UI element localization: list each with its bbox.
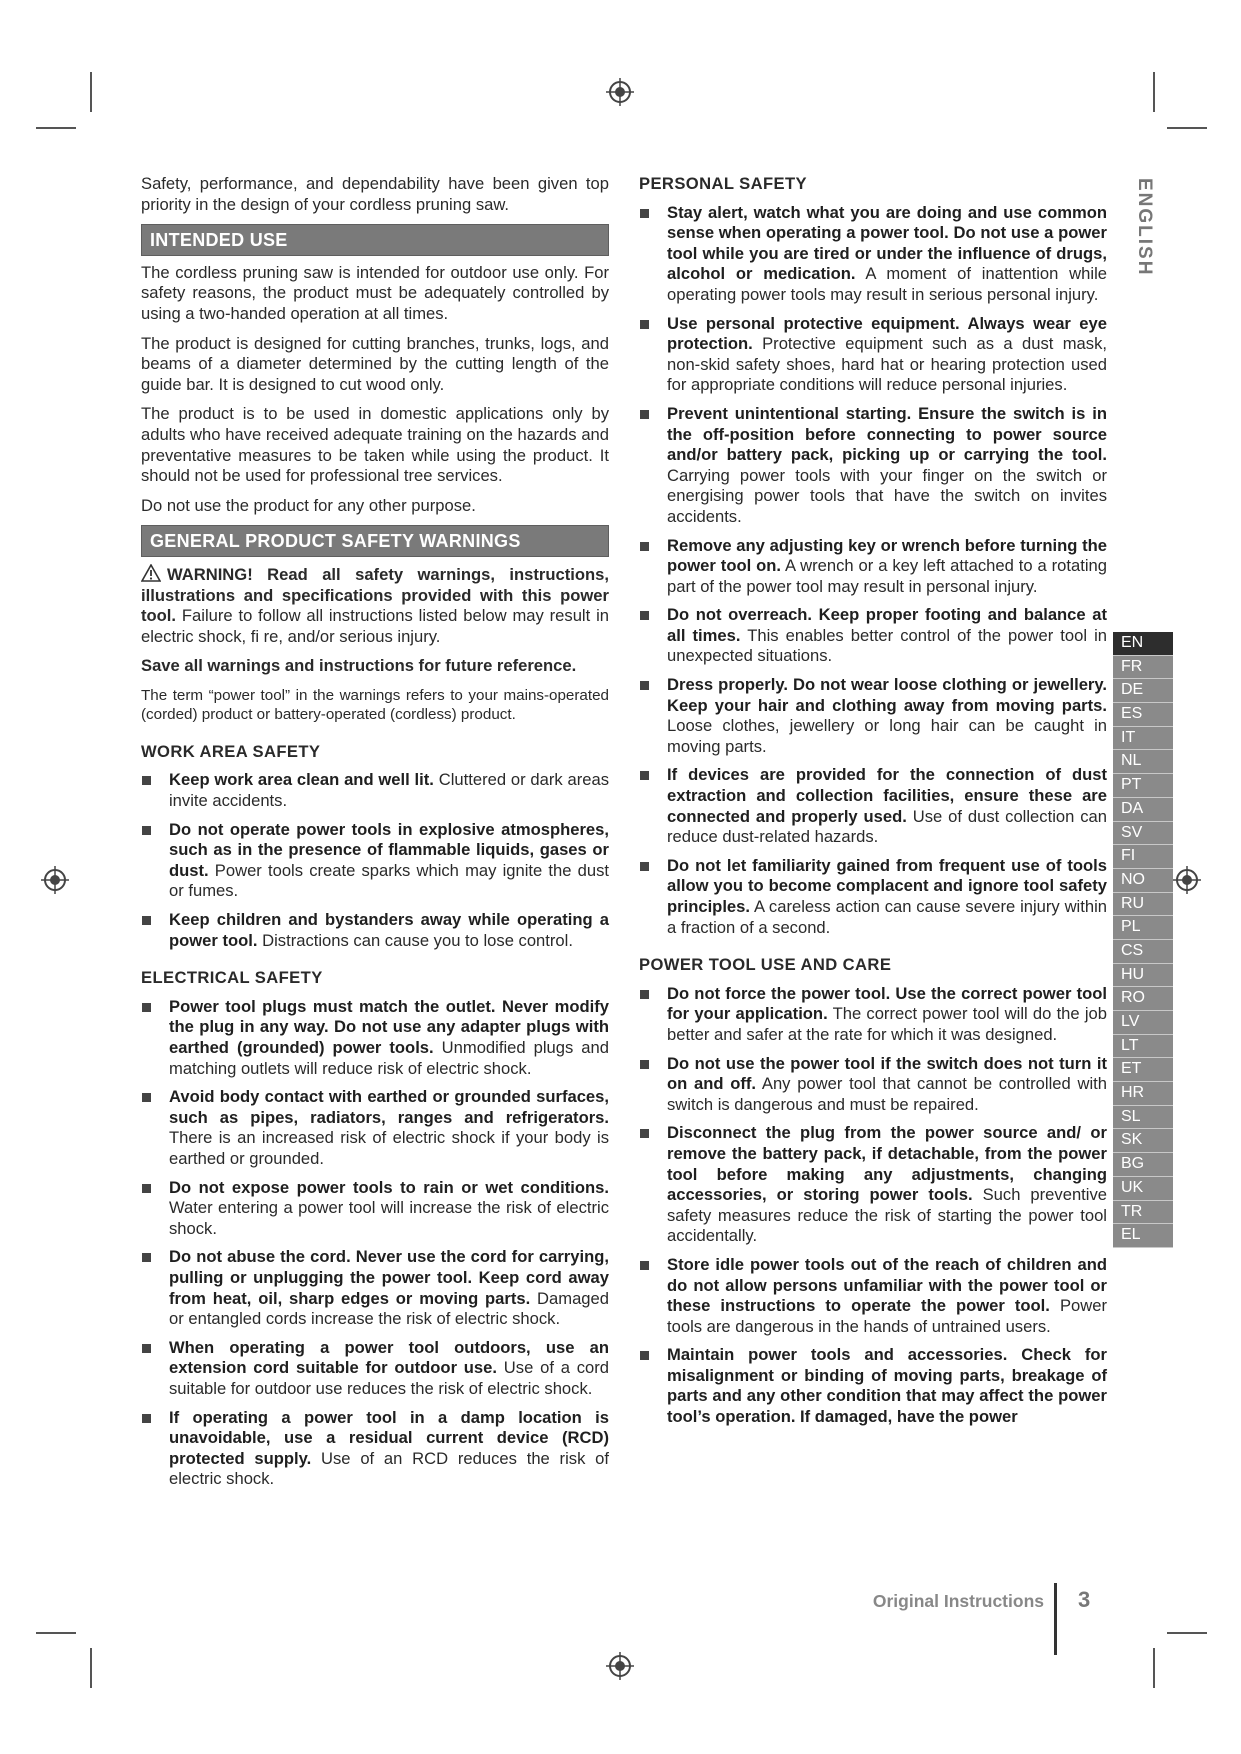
language-tab-sk[interactable]: SK: [1113, 1129, 1173, 1153]
language-tab-ru[interactable]: RU: [1113, 893, 1173, 917]
language-tab-tr[interactable]: TR: [1113, 1201, 1173, 1225]
item-text: Use of a cord suitable for outdoor use reduces the risk of electric shock.: [169, 1358, 609, 1398]
list-item: [639, 404, 1107, 528]
item-text: Power tools are dangerous in the hands of untrained users.: [667, 1296, 1107, 1336]
personal-safety-heading: PERSONAL SAFETY: [639, 174, 807, 193]
item-text: Water entering a power tool will increase the risk of electric shock.: [169, 1198, 609, 1238]
bullet-icon: [142, 776, 151, 785]
list-item: [639, 675, 1107, 757]
warning-triangle-icon: [141, 564, 161, 582]
bullet-icon: [142, 1344, 151, 1353]
language-tab-bg[interactable]: BG: [1113, 1153, 1173, 1177]
language-tab-no[interactable]: NO: [1113, 869, 1173, 893]
intended-use-paragraph: The product is designed for cutting branches, trunks, logs, and beams of a diameter determined by the cutting length of the guide bar. It is designed to cut wood only.: [141, 333, 609, 394]
crop-mark: [1153, 1648, 1155, 1688]
item-bold: Do not use the power tool if the switch does not turn it on and off.: [667, 1053, 1107, 1094]
bullet-icon: [640, 320, 649, 329]
item-text: Unmodified plugs and matching outlets will reduce risk of electric shock.: [169, 1038, 609, 1078]
language-tab-it[interactable]: IT: [1113, 727, 1173, 751]
footer-text: Original Instructions: [872, 1591, 1044, 1611]
list-item: [141, 820, 609, 902]
item-text: The correct power tool will do the job better and safer at the rate for which it was designed.: [667, 1004, 1107, 1044]
list-item: [141, 1247, 609, 1329]
item-bold: Avoid body contact with earthed or grounded surfaces, such as pipes, radiators, ranges and refrigerators.: [169, 1087, 609, 1127]
list-item: [639, 765, 1107, 847]
list-item: [141, 1178, 609, 1240]
language-tabs: [1113, 632, 1173, 1248]
item-text: Distractions can cause you to lose control.: [262, 930, 573, 950]
list-item: [141, 1338, 609, 1400]
item-text: There is an increased risk of electric shock if your body is earthed or grounded.: [169, 1128, 609, 1168]
intro-text: Safety, performance, and dependability have been given top priority in the design of your cordless pruning saw.: [141, 174, 609, 214]
list-item: [141, 997, 609, 1079]
bullet-icon: [640, 1129, 649, 1138]
bullet-icon: [142, 1253, 151, 1262]
language-tab-lt[interactable]: LT: [1113, 1035, 1173, 1059]
item-text: Use of an RCD reduces the risk of electric shock.: [169, 1448, 609, 1489]
bullet-icon: [142, 916, 151, 925]
crop-mark: [90, 72, 92, 112]
item-text: Power tools create sparks which may ignite the dust or fumes.: [169, 860, 609, 901]
intended-use-paragraph: The cordless pruning saw is intended for outdoor use only. For safety reasons, the product must be adequately controlled by using a two-handed operation at all times.: [141, 262, 609, 323]
list-item: [141, 910, 609, 951]
electrical-heading: ELECTRICAL SAFETY: [141, 968, 323, 988]
item-bold: Do not abuse the cord. Never use the cord for carrying, pulling or unplugging the power tool. Keep cord away from heat, oil, sharp edges or moving parts.: [169, 1247, 609, 1308]
warning-bold: WARNING! Read all safety warnings, instructions, illustrations and specifications provided with this power tool.: [141, 564, 609, 626]
list-item: [639, 536, 1107, 598]
registration-mark-icon: [41, 866, 69, 894]
language-tab-sv[interactable]: SV: [1113, 822, 1173, 846]
item-bold: When operating a power tool outdoors, use an extension cord suitable for outdoor use.: [169, 1337, 609, 1378]
bullet-icon: [640, 771, 649, 780]
term-note: The term “power tool” in the warnings refers to your mains-operated (corded) product or battery-operated (cordless) product.: [141, 686, 609, 724]
item-text: Such preventive safety measures reduce the risk of starting the power tool accidentally.: [667, 1185, 1107, 1246]
list-item: [639, 856, 1107, 938]
crop-mark: [36, 127, 76, 129]
item-text: A moment of inattention while operating power tools may result in serious personal injury.: [667, 264, 1107, 304]
language-tab-da[interactable]: DA: [1113, 798, 1173, 822]
registration-mark-icon: [606, 1652, 634, 1680]
item-text: Damaged or entangled cords increase the risk of electric shock.: [169, 1288, 609, 1329]
language-tab-es[interactable]: ES: [1113, 703, 1173, 727]
intended-use-paragraph: The product is to be used in domestic applications only by adults who have received adequate training on the hazards and preventative measures to be taken while using the product. It should not be used for professional tree services.: [141, 404, 609, 486]
item-text: Protective equipment such as a dust mask, non-skid safety shoes, hard hat or hearing protection used for appropriate conditions will reduce personal injuries.: [667, 334, 1107, 395]
intended-use-heading: INTENDED USE: [141, 224, 609, 256]
list-item: [639, 984, 1107, 1046]
list-item: [639, 1054, 1107, 1116]
list-item: [639, 605, 1107, 667]
item-text: Carrying power tools with your finger on the switch or energising power tools that have the switch on invites accidents.: [667, 465, 1107, 526]
bullet-icon: [640, 1351, 649, 1360]
list-item: [141, 770, 609, 811]
item-text: A wrench or a key left attached to a rotating part of the power tool may result in personal injury.: [667, 556, 1107, 596]
language-tab-hu[interactable]: HU: [1113, 964, 1173, 988]
language-tab-de[interactable]: DE: [1113, 679, 1173, 703]
item-text: Cluttered or dark areas invite accidents.: [169, 770, 609, 811]
item-bold: If operating a power tool in a damp location is unavoidable, use a residual current device (RCD) protected supply.: [169, 1407, 609, 1468]
list-item: [639, 314, 1107, 396]
bullet-icon: [640, 1060, 649, 1069]
language-tab-el[interactable]: EL: [1113, 1224, 1173, 1248]
crop-mark: [1167, 1632, 1207, 1634]
item-bold: Use personal protective equipment. Always wear eye protection.: [667, 313, 1107, 354]
item-bold: Remove any adjusting key or wrench before turning the power tool on.: [667, 535, 1107, 576]
item-bold: Stay alert, watch what you are doing and use common sense when operating a power tool. Do not use a power tool while you are tired or under the influence of drugs, alcohol or medication.: [667, 202, 1107, 284]
right-column: [639, 174, 1107, 1436]
warning-rest: Failure to follow all instructions listed below may result in electric shock, fi re, and/or serious injury.: [141, 606, 609, 646]
left-column: [141, 174, 609, 1498]
bullet-icon: [640, 209, 649, 218]
crop-mark: [90, 1648, 92, 1688]
intended-use-paragraph: Do not use the product for any other purpose.: [141, 495, 476, 515]
item-bold: Store idle power tools out of the reach of children and do not allow persons unfamiliar with the power tool or these instructions to operate the power tool.: [667, 1254, 1107, 1316]
item-bold: Do not let familiarity gained from frequent use of tools allow you to become complacent and ignore tool safety principles.: [667, 855, 1107, 916]
language-tab-ro[interactable]: RO: [1113, 987, 1173, 1011]
language-tab-pl[interactable]: PL: [1113, 916, 1173, 940]
bullet-icon: [640, 410, 649, 419]
power-tool-heading: POWER TOOL USE AND CARE: [639, 955, 892, 975]
bullet-icon: [142, 1414, 151, 1423]
language-tab-cs[interactable]: CS: [1113, 940, 1173, 964]
registration-mark-icon: [1173, 866, 1201, 894]
crop-mark: [36, 1632, 76, 1634]
list-item: [141, 1087, 609, 1169]
bullet-icon: [640, 862, 649, 871]
item-text: Use of dust collection can reduce dust-related hazards.: [667, 806, 1107, 847]
list-item: [639, 203, 1107, 306]
item-bold: Keep children and bystanders away while operating a power tool.: [169, 910, 609, 950]
bullet-icon: [640, 990, 649, 999]
bullet-icon: [640, 1261, 649, 1270]
item-bold: Do not overreach. Keep proper footing and balance at all times.: [667, 605, 1107, 645]
page-number: 3: [1078, 1587, 1091, 1612]
item-bold: Do not operate power tools in explosive atmospheres, such as in the presence of flammable liquids, gases or dust.: [169, 819, 609, 880]
bullet-icon: [142, 1184, 151, 1193]
general-warnings-heading: GENERAL PRODUCT SAFETY WARNINGS: [141, 525, 609, 557]
bullet-icon: [640, 681, 649, 690]
item-bold: Do not expose power tools to rain or wet conditions.: [169, 1177, 609, 1197]
item-text: Loose clothes, jewellery or long hair can be caught in moving parts.: [667, 716, 1107, 756]
list-item: [141, 1408, 609, 1490]
item-bold: Power tool plugs must match the outlet. Never modify the plug in any way. Do not use any adapter plugs with earthed (grounded) power tools.: [169, 996, 609, 1057]
bullet-icon: [142, 1003, 151, 1012]
registration-mark-icon: [606, 78, 634, 106]
item-bold: Dress properly. Do not wear loose clothing or jewellery. Keep your hair and clothing away from moving parts.: [667, 675, 1107, 715]
crop-mark: [1153, 72, 1155, 112]
language-tab-et[interactable]: ET: [1113, 1058, 1173, 1082]
item-bold: Keep work area clean and well lit.: [169, 770, 434, 790]
side-language-label: ENGLISH: [1134, 178, 1155, 277]
language-tab-uk[interactable]: UK: [1113, 1177, 1173, 1201]
language-tab-pt[interactable]: PT: [1113, 774, 1173, 798]
work-area-heading: WORK AREA SAFETY: [141, 741, 321, 761]
page-footer: [860, 1583, 1160, 1623]
crop-mark: [1167, 127, 1207, 129]
item-bold: Disconnect the plug from the power source and/ or remove the battery pack, if detachable, from the power tool before making any adjustments, changing accessories, or storing power tools.: [667, 1123, 1107, 1205]
language-tab-en[interactable]: EN: [1113, 632, 1173, 656]
list-item: [639, 1123, 1107, 1247]
language-tab-lv[interactable]: LV: [1113, 1011, 1173, 1035]
item-bold: Maintain power tools and accessories. Check for misalignment or binding of moving parts, breakage of parts and any other condition that may affect the power tool’s operation. If damaged, have the power: [667, 1345, 1107, 1427]
bullet-icon: [142, 826, 151, 835]
item-bold: Do not force the power tool. Use the correct power tool for your application.: [667, 983, 1107, 1024]
item-bold: If devices are provided for the connection of dust extraction and collection facilities, ensure these are connected and properly used.: [667, 765, 1107, 826]
bullet-icon: [142, 1093, 151, 1102]
language-tab-nl[interactable]: NL: [1113, 750, 1173, 774]
bullet-icon: [640, 542, 649, 551]
footer-divider: [1054, 1583, 1057, 1655]
language-tab-fr[interactable]: FR: [1113, 656, 1173, 680]
language-tab-sl[interactable]: SL: [1113, 1106, 1173, 1130]
item-text: This enables better control of the power tool in unexpected situations.: [667, 625, 1107, 666]
item-bold: Prevent unintentional starting. Ensure the switch is in the off-position before connecting to power source and/or battery pack, picking up or carrying the tool.: [667, 403, 1107, 465]
list-item: [639, 1345, 1107, 1427]
item-text: Any power tool that cannot be controlled with switch is dangerous and must be repaired.: [667, 1074, 1107, 1114]
save-warnings-text: Save all warnings and instructions for future reference.: [141, 656, 577, 676]
list-item: [639, 1255, 1107, 1337]
language-tab-fi[interactable]: FI: [1113, 845, 1173, 869]
item-text: A careless action can cause severe injury within a fraction of a second.: [667, 897, 1107, 937]
bullet-icon: [640, 611, 649, 620]
warning-paragraph: [141, 564, 609, 647]
language-tab-hr[interactable]: HR: [1113, 1082, 1173, 1106]
